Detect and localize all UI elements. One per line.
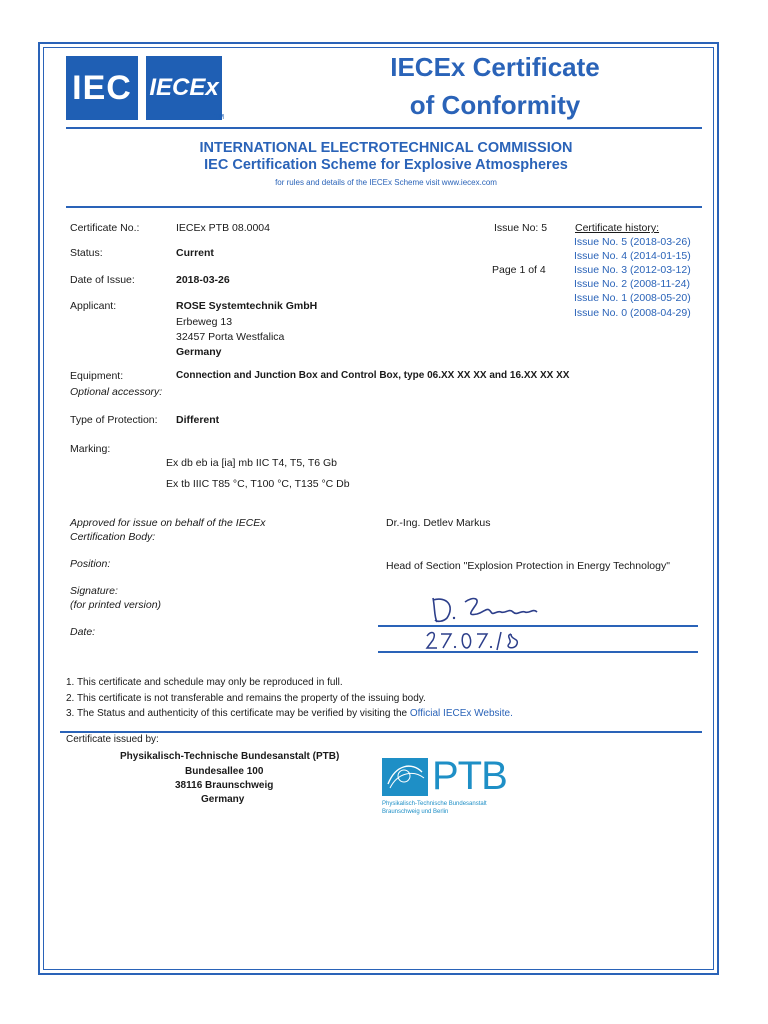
cert-no-value: IECEx PTB 08.0004 xyxy=(176,222,270,234)
ptb-caption-2: Braunschweig und Berlin xyxy=(382,809,449,815)
date-of-issue-label: Date of Issue: xyxy=(70,274,135,286)
cert-no-label: Certificate No.: xyxy=(70,222,140,234)
signature-label: Signature: xyxy=(70,585,118,597)
applicant-country: Germany xyxy=(176,346,222,358)
org-name: INTERNATIONAL ELECTROTECHNICAL COMMISSION xyxy=(199,140,573,156)
history-item-5[interactable]: Issue No. 5 (2018-03-26) xyxy=(574,236,691,248)
approved-line-2: Certification Body: xyxy=(70,531,156,543)
ptb-caption-1: Physikalisch-Technische Bundesanstalt xyxy=(382,801,487,807)
ptb-logo xyxy=(382,754,507,800)
scheme-name: IEC Certification Scheme for Explosive Atmospheres xyxy=(204,157,568,173)
ptb-logo-text: PTB xyxy=(432,754,507,798)
note-3 xyxy=(66,708,513,719)
history-item-4[interactable]: Issue No. 4 (2014-01-15) xyxy=(574,250,691,262)
notes-divider xyxy=(60,731,702,733)
marking-label: Marking: xyxy=(70,443,111,455)
iec-logo-text: IEC xyxy=(72,68,132,107)
issuer-city: 38116 Braunschweig xyxy=(175,780,274,791)
protection-value: Different xyxy=(176,414,220,426)
equipment-label: Equipment: xyxy=(70,370,124,382)
header-divider xyxy=(66,127,702,129)
applicant-name: ROSE Systemtechnik GmbH xyxy=(176,300,318,312)
optional-accessory-label: Optional accessory: xyxy=(70,386,163,398)
marking-line-1: Ex db eb ia [ia] mb IIC T4, T5, T6 Gb xyxy=(166,457,337,469)
history-item-2[interactable]: Issue No. 2 (2008-11-24) xyxy=(574,278,690,290)
note-3-text: 3. The Status and authenticity of this certificate may be verified by visiting the xyxy=(66,708,408,719)
handwritten-signature xyxy=(425,592,565,628)
position-value: Head of Section "Explosion Protection in Energy Technology" xyxy=(386,560,670,572)
status-label: Status: xyxy=(70,247,103,259)
applicant-label: Applicant: xyxy=(70,300,117,312)
date-line xyxy=(378,651,698,653)
date-label: Date: xyxy=(70,626,96,638)
iec-logo xyxy=(66,56,138,120)
applicant-city: 32457 Porta Westfalica xyxy=(176,331,285,343)
protection-label: Type of Protection: xyxy=(70,414,158,426)
issue-no: Issue No: 5 xyxy=(494,222,548,234)
date-of-issue-value: 2018-03-26 xyxy=(176,274,230,286)
handwritten-date xyxy=(425,628,525,652)
marking-line-2: Ex tb IIIC T85 °C, T100 °C, T135 °C Db xyxy=(166,478,350,490)
issuer-street: Bundesallee 100 xyxy=(185,766,264,777)
signature-label-note: (for printed version) xyxy=(70,599,162,611)
history-title: Certificate history: xyxy=(575,222,660,234)
official-website-link[interactable]: Official IECEx Website. xyxy=(409,708,513,719)
note-1: 1. This certificate and schedule may only be reproduced in full. xyxy=(66,677,343,688)
note-2: 2. This certificate is not transferable and remains the property of the issuing body. xyxy=(66,693,426,704)
history-item-0[interactable]: Issue No. 0 (2008-04-29) xyxy=(574,307,691,319)
page-number: Page 1 of 4 xyxy=(492,264,546,276)
approved-line-1: Approved for issue on behalf of the IECEx xyxy=(70,517,266,529)
history-item-3[interactable]: Issue No. 3 (2012-03-12) xyxy=(574,264,691,276)
org-divider xyxy=(66,206,702,208)
status-value: Current xyxy=(176,247,214,259)
issuer-name: Physikalisch-Technische Bundesanstalt (PTB) xyxy=(120,751,340,762)
approver-name: Dr.-Ing. Detlev Markus xyxy=(386,517,491,529)
signature-line xyxy=(378,625,698,627)
history-item-1[interactable]: Issue No. 1 (2008-05-20) xyxy=(574,292,691,304)
trademark-mark: TM xyxy=(214,114,225,121)
title-line-1: IECEx Certificate xyxy=(390,52,600,82)
iecex-logo-text: IECEx xyxy=(149,74,219,101)
iecex-logo xyxy=(146,56,225,121)
scheme-website-note: for rules and details of the IECEx Scheme visit www.iecex.com xyxy=(275,178,497,187)
issued-by-label: Certificate issued by: xyxy=(66,734,159,745)
title-line-2: of Conformity xyxy=(409,90,581,120)
equipment-value: Connection and Junction Box and Control Box, type 06.XX XX XX and 16.XX XX XX xyxy=(176,370,570,381)
issuer-country: Germany xyxy=(201,794,245,805)
applicant-street: Erbeweg 13 xyxy=(176,316,233,328)
position-label: Position: xyxy=(70,558,111,570)
